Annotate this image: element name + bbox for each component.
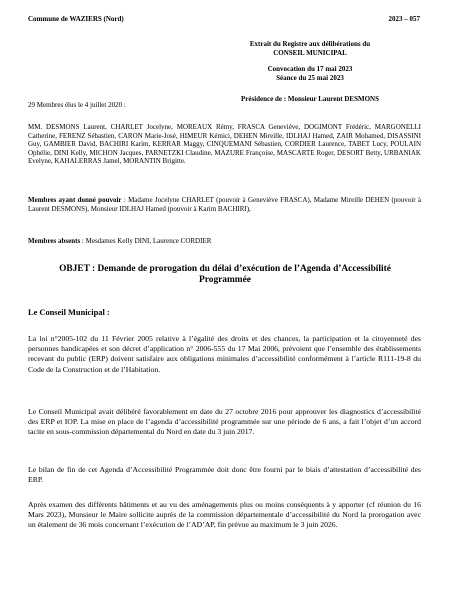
commune-name: Commune de WAZIERS (Nord) bbox=[28, 15, 124, 23]
deliberation-number: 2023 – 057 bbox=[388, 15, 420, 23]
paragraph-previous-deliberation: Le Conseil Municipal avait délibéré favorablement en date du 27 octobre 2016 pour approuver les diagnostics d’accessibilité des ERP et IOP. La mise en place de l’agenda d’accessibilité programmée sur une période de 6 ans, a fait l’objet d’un accord tacite en sous-commission départemental du Nord en date du 3 juin 2017. bbox=[28, 407, 421, 437]
paragraph-request: Après examen des différents bâtiments et au vu des aménagements plus ou moins conséquents à y apporter (cf réunion du 16 Mars 2023), Monsieur le Maire sollicite auprès de la commission départementale d’accessibilité du Nord la prorogation avec un étalement de 36 mois concernant l’exécution de l’AD’AP, fin prévue au maximum le 3 juin 2026. bbox=[28, 500, 421, 530]
proxies-text: : Madame Jocelyne CHARLET (pouvoir à Geneviève FRASCA), Madame Mireille DEHEN (pouvoir à Laurent DESMONS), Monsieur IDLHAJ Hamed (pouvoir à Karim BACHIRI), bbox=[28, 196, 421, 213]
council-heading: Le Conseil Municipal : bbox=[28, 308, 110, 317]
paragraph-report: Le bilan de fin de cet Agenda d’Accessibilité Programmée doit donc être fourni par le biais d’attestation d’accessibilité des ERP. bbox=[28, 465, 421, 485]
members-proxies bbox=[28, 196, 421, 213]
convocation-date: Convocation du 17 mai 2023 bbox=[267, 65, 353, 73]
absent-label: Membres absents bbox=[28, 237, 81, 245]
paragraph-law: La loi n°2005-102 du 11 Février 2005 relative à l’égalité des droits et des chances, la participation et la citoyenneté des personnes handicapées et son décret d’application n° 2006-555 du 17 Mai 2006, prévoient que l’ensemble des établissements recevant du public (ERP) doivent satisfaire aux obligations minimales d’accessibilité conformément à l’article R111-19-8 du Code de la Construction et de l’Habitation. bbox=[28, 334, 421, 374]
members-absent bbox=[28, 237, 421, 246]
proxies-label: Membres ayant donné pouvoir bbox=[28, 196, 122, 204]
presidence: Présidence de : Monsieur Laurent DESMONS bbox=[241, 95, 379, 103]
extract-title-line1: Extrait du Registre aux délibérations du bbox=[249, 40, 371, 48]
members-present: MM. DESMONS Laurent, CHARLET Jocelyne, MOREAUX Rémy, FRASCA Geneviève, DOGIMONT Frédéric, MARGONELLI Catherine, FERENZ Sébastien, CARON Marie-José, HIMEUR Kémici, DEHEN Mireille, IDLHAJ Hamed, ZAIR Mohamed, DISASSINI Guy, GAMBIER David, BACHIRI Karim, KERRAR Maggy, CINQUEMANI Sébastien, CORDIER Laurence, TABET Lucy, POULAIN Ophélie, DINI Kelly, MICHON Jacques, PARNETZKI Claudine, MAZURE Françoise, MASCARTE Roger, DESORT Betty, URBANIAK Evelyne, KAHALERRAS Jamel, MORANTIN Brigitte. bbox=[28, 123, 421, 166]
objet-title: OBJET : Demande de prorogation du délai d’exécution de l’Agenda d’Accessibilité Programmée bbox=[59, 264, 391, 286]
seance-date: Séance du 25 mai 2023 bbox=[276, 74, 344, 82]
members-elected: 29 Membres élus le 4 juillet 2020 : bbox=[28, 101, 126, 109]
extract-title-line2: CONSEIL MUNICIPAL bbox=[273, 49, 347, 57]
absent-text: : Mesdames Kelly DINI, Laurence CORDIER bbox=[80, 237, 212, 245]
